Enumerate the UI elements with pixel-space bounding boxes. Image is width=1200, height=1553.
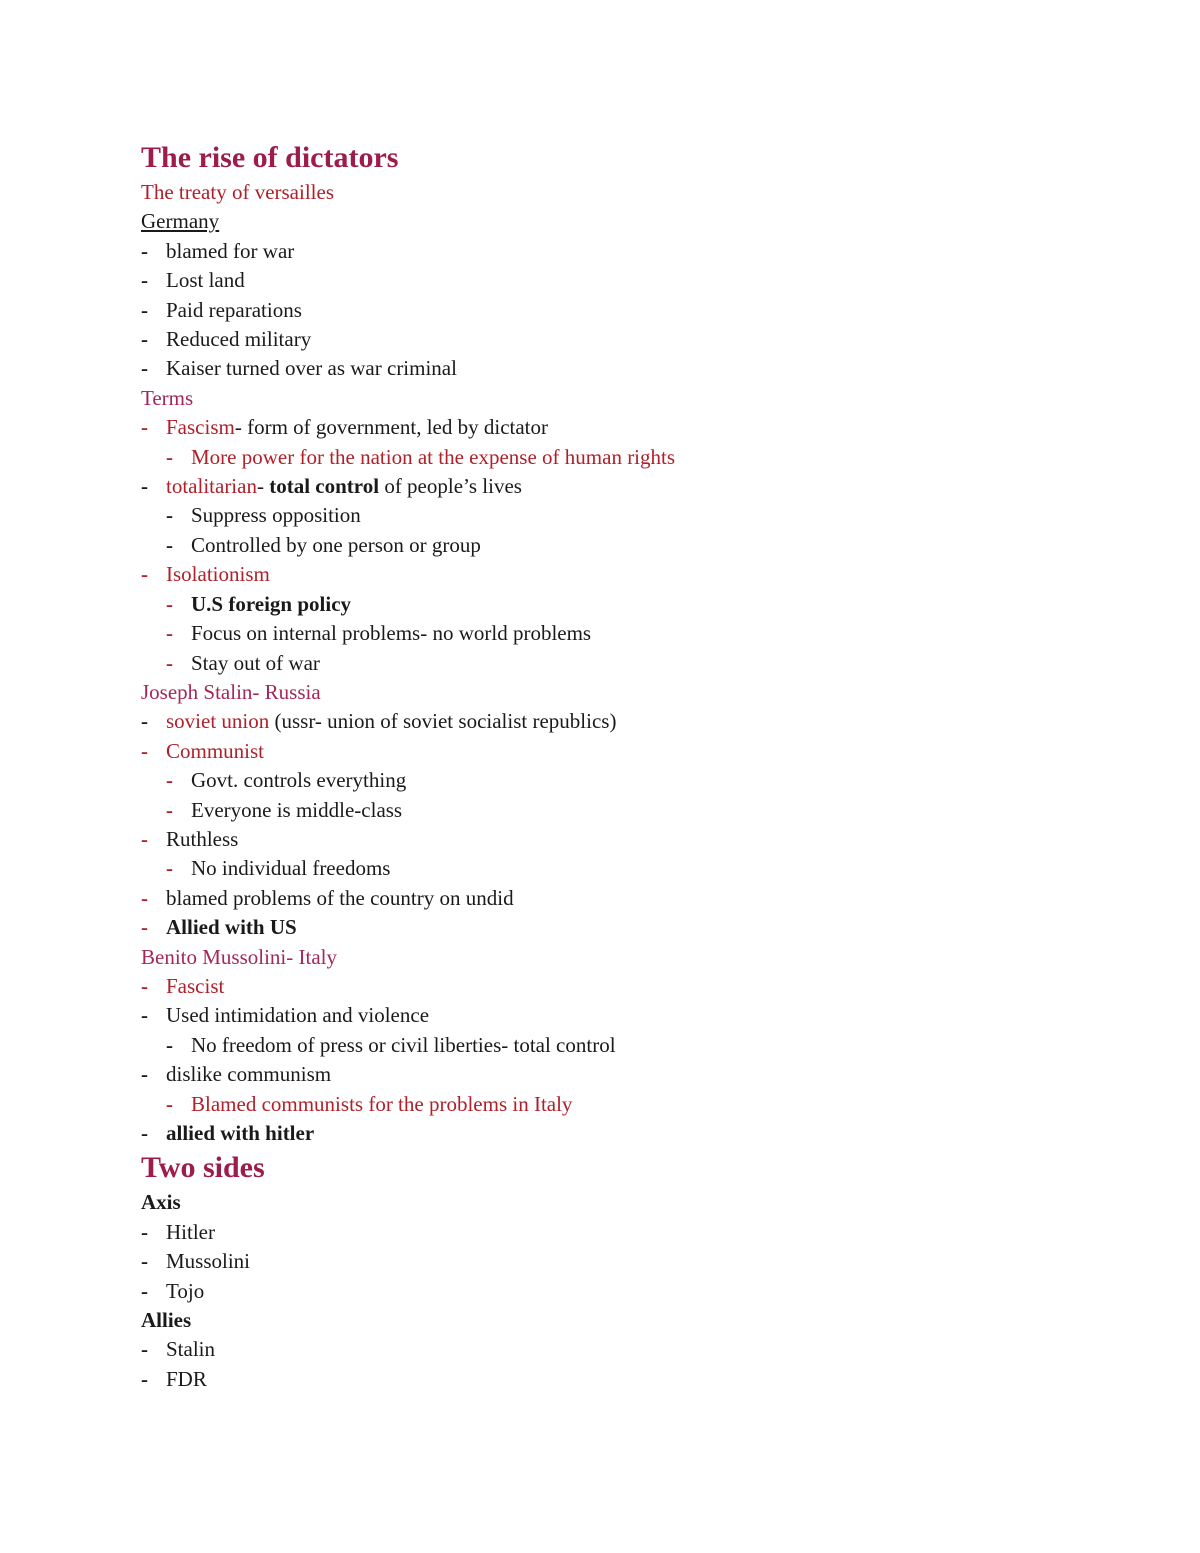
soviet-rest: (ussr- union of soviet socialist republics) — [269, 709, 617, 734]
list-item — [141, 619, 1091, 648]
bullet-dash: - — [166, 1032, 173, 1057]
item-text: U.S foreign policy — [191, 591, 352, 616]
document-content — [141, 138, 1091, 1394]
item-text: blamed problems of the country on undid — [166, 885, 514, 910]
bullet-dash: - — [141, 562, 148, 587]
item-text: Suppress opposition — [191, 503, 361, 528]
list-item — [141, 1119, 1091, 1148]
item-text: Stalin — [166, 1337, 216, 1362]
treaty-heading: The treaty of versailles — [141, 180, 334, 204]
bullet-dash: - — [141, 1249, 148, 1274]
item-text: allied with hitler — [166, 1121, 315, 1145]
bullet-dash: - — [141, 915, 148, 940]
bullet-dash: - — [166, 650, 173, 675]
fascism-definition: - form of government, led by dictator — [234, 415, 548, 440]
fascist-term: Fascist — [166, 973, 225, 998]
item-text: Hitler — [166, 1219, 215, 1244]
list-item — [141, 296, 1091, 325]
item-text: Lost land — [166, 268, 245, 293]
list-item — [141, 796, 1091, 825]
list-item — [141, 1031, 1091, 1060]
page-title: The rise of dictators — [141, 141, 399, 174]
bullet-dash: - — [141, 327, 148, 352]
bullet-dash: - — [141, 268, 148, 293]
list-item — [141, 707, 1091, 736]
list-item — [141, 560, 1091, 589]
list-item — [141, 884, 1091, 913]
list-item — [141, 913, 1091, 942]
germany-subheading: Germany — [141, 209, 220, 234]
item-text: Ruthless — [166, 826, 239, 851]
terms-heading: Terms — [141, 385, 194, 410]
list-item — [141, 325, 1091, 354]
list-item — [141, 766, 1091, 795]
bullet-dash: - — [141, 709, 148, 734]
bullet-dash: - — [166, 532, 173, 557]
list-item — [141, 590, 1091, 619]
stalin-heading: Joseph Stalin- Russia — [141, 679, 321, 704]
mussolini-heading: Benito Mussolini- Italy — [141, 944, 337, 969]
totalitarian-separator: - — [256, 474, 270, 499]
item-text: blamed for war — [166, 238, 295, 263]
bullet-dash: - — [141, 238, 148, 263]
totalitarian-term: totalitarian — [166, 474, 257, 499]
bullet-dash: - — [166, 856, 173, 881]
list-item — [141, 1365, 1091, 1394]
bullet-dash: - — [141, 1121, 148, 1145]
list-item — [141, 1335, 1091, 1364]
axis-heading: Axis — [141, 1190, 181, 1215]
list-item — [141, 237, 1091, 266]
bullet-dash: - — [141, 738, 148, 763]
list-item — [141, 1060, 1091, 1089]
list-item — [141, 737, 1091, 766]
item-text: Stay out of war — [191, 650, 320, 675]
bullet-dash: - — [141, 1219, 148, 1244]
item-text: Paid reparations — [166, 297, 302, 322]
list-item — [141, 1247, 1091, 1276]
item-text: No individual freedoms — [191, 856, 391, 881]
bullet-dash: - — [141, 1366, 148, 1391]
bullet-dash: - — [166, 503, 173, 528]
item-text: Blamed communists for the problems in Italy — [191, 1091, 573, 1116]
totalitarian-rest: of people’s lives — [379, 474, 522, 499]
bullet-dash: - — [141, 1003, 148, 1028]
soviet-term: soviet union — [166, 709, 270, 734]
bullet-dash: - — [166, 621, 173, 646]
item-text: FDR — [166, 1366, 207, 1391]
item-text: Used intimidation and violence — [166, 1003, 430, 1028]
fascism-term: Fascism — [166, 415, 235, 440]
totalitarian-bold: total control — [269, 474, 380, 499]
bullet-dash: - — [141, 1062, 148, 1087]
item-text: Focus on internal problems- no world problems — [191, 621, 592, 646]
list-item — [141, 443, 1091, 472]
bullet-dash: - — [166, 444, 173, 469]
bullet-dash: - — [141, 1278, 148, 1303]
item-text: No freedom of press or civil liberties- total control — [191, 1032, 616, 1057]
list-item — [141, 266, 1091, 295]
bullet-dash: - — [166, 768, 173, 793]
list-item — [141, 413, 1091, 442]
item-text: Everyone is middle-class — [191, 797, 403, 822]
bullet-dash: - — [141, 885, 148, 910]
item-text: Controlled by one person or group — [191, 532, 481, 557]
item-text: Reduced military — [166, 327, 312, 352]
item-text: Tojo — [166, 1278, 205, 1303]
bullet-dash: - — [166, 591, 173, 616]
list-item — [141, 472, 1091, 501]
list-item — [141, 825, 1091, 854]
two-sides-title: Two sides — [141, 1151, 265, 1185]
isolationism-term: Isolationism — [166, 562, 270, 587]
communist-term: Communist — [166, 738, 265, 763]
item-text: Kaiser turned over as war criminal — [166, 356, 457, 381]
list-item — [141, 649, 1091, 678]
item-text: Govt. controls everything — [191, 768, 407, 793]
item-text: dislike communism — [166, 1062, 332, 1087]
list-item — [141, 854, 1091, 883]
list-item — [141, 1001, 1091, 1030]
bullet-dash: - — [141, 356, 148, 381]
list-item — [141, 354, 1091, 383]
list-item — [141, 1090, 1091, 1119]
item-text: More power for the nation at the expense of human rights — [191, 444, 676, 469]
item-text: Allied with US — [166, 915, 297, 940]
list-item — [141, 1218, 1091, 1247]
bullet-dash: - — [166, 1091, 173, 1116]
list-item — [141, 1277, 1091, 1306]
bullet-dash: - — [141, 297, 148, 322]
list-item — [141, 531, 1091, 560]
list-item — [141, 501, 1091, 530]
list-item — [141, 972, 1091, 1001]
allies-heading: Allies — [141, 1308, 192, 1333]
bullet-dash: - — [141, 1337, 148, 1362]
item-text: Mussolini — [166, 1249, 251, 1274]
bullet-dash: - — [141, 474, 148, 499]
bullet-dash: - — [141, 973, 148, 998]
bullet-dash: - — [166, 797, 173, 822]
bullet-dash: - — [141, 826, 148, 851]
bullet-dash: - — [141, 415, 148, 440]
